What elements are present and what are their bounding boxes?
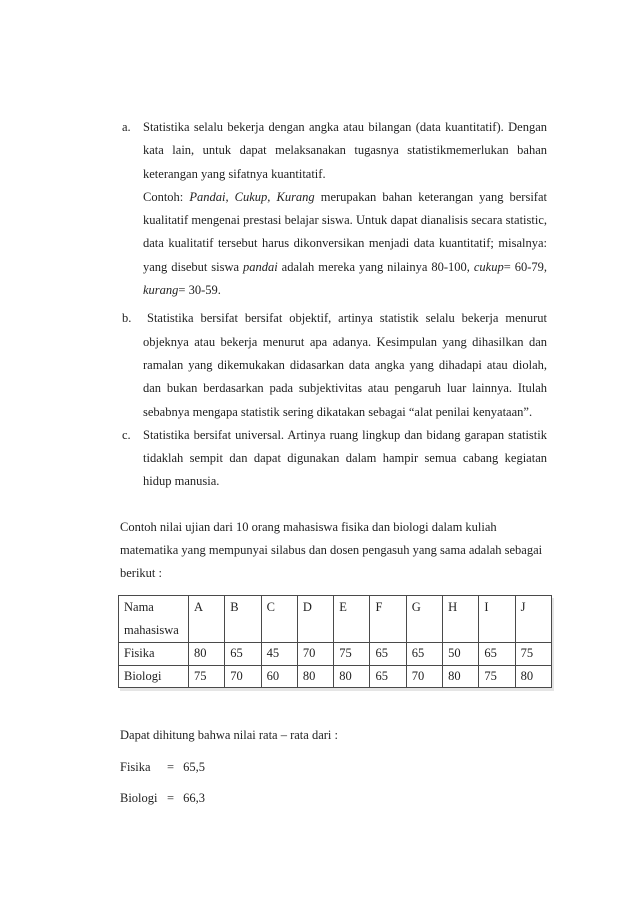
contoh-prefix: Contoh:	[143, 189, 190, 204]
italic-term-cukup: cukup	[473, 259, 504, 274]
table-cell: 80	[443, 665, 479, 688]
list-marker-b: b.	[122, 311, 132, 326]
paragraph-a-1: Statistika selalu bekerja dengan angka atau bilangan (data kuantitatif). Dengan kata lain, untuk dapat melaksanakan tugasnya statistikmemerlukan bahan keterangan yang sifatnya kuantitatif.	[143, 120, 547, 181]
table-cell: 70	[225, 665, 261, 688]
row-label-fisika: Fisika	[119, 643, 189, 666]
table-cell: 65	[479, 643, 515, 666]
list-marker-a: a.	[122, 120, 131, 134]
table-header-cell: A	[189, 595, 225, 643]
mean-value-fisika: 65,5	[183, 759, 205, 774]
table-cell: 75	[189, 665, 225, 688]
table-header-cell: F	[370, 595, 406, 643]
list-item-a-text	[143, 116, 547, 302]
scores-table	[118, 595, 552, 689]
mean-row-fisika	[120, 756, 547, 779]
table-cell: 45	[261, 643, 297, 666]
table-row-fisika	[119, 643, 552, 666]
table-cell: 65	[370, 665, 406, 688]
contoh-text-1: merupakan bahan keterangan yang bersifat kualitatif mengenai prestasi belajar siswa. Untuk dapat dianalisis secara statistic, data kualitatif tersebut harus dikonversikan menjadi data kuantitatif; misalnya: yang disebut siswa	[143, 189, 547, 274]
table-cell: 80	[189, 643, 225, 666]
list-item-b	[120, 307, 547, 423]
table-header-row	[119, 595, 552, 643]
table-header-cell: I	[479, 595, 515, 643]
table-header-cell: G	[406, 595, 442, 643]
contoh-text-4: = 30-59.	[178, 283, 221, 298]
table-cell: 70	[297, 643, 333, 666]
table-cell: 70	[406, 665, 442, 688]
table-row-biologi	[119, 665, 552, 688]
page-content	[120, 116, 547, 810]
mean-value-biologi: 66,3	[183, 790, 205, 805]
list-item-c	[120, 424, 547, 494]
list-item-a	[120, 116, 547, 302]
table-header-name: Nama mahasiswa	[119, 595, 189, 643]
table-header-cell: H	[443, 595, 479, 643]
table-cell: 80	[515, 665, 551, 688]
table-cell: 50	[443, 643, 479, 666]
table-header-cell: B	[225, 595, 261, 643]
paragraph-a-2	[143, 186, 547, 302]
table-cell: 80	[334, 665, 370, 688]
table-cell: 80	[297, 665, 333, 688]
table-cell: 60	[261, 665, 297, 688]
means-caption: Dapat dihitung bahwa nilai rata – rata dari :	[120, 728, 338, 743]
italic-term-kurang: kurang	[143, 283, 179, 298]
mean-label-fisika: Fisika	[120, 759, 151, 774]
table-cell: 75	[479, 665, 515, 688]
table-cell: 75	[515, 643, 551, 666]
paragraph-b: Statistika bersifat bersifat objektif, artinya statistik selalu bekerja menurut objeknya atau bekerja menurut apa adanya. Kesimpulan yang dihasilkan dan ramalan yang dikemukakan didasarkan data angka yang dihadapi atau diolah, dan bukan berdasarkan pada subjektivitas atau pengaruh luar lainnya. Itulah sebabnya mengapa statistik sering dikatakan sebagai “alat penilai kenyataan”.	[143, 311, 547, 419]
table-cell: 75	[334, 643, 370, 666]
mean-equals-biologi: =	[167, 790, 175, 805]
table-header-cell: J	[515, 595, 551, 643]
mean-row-biologi	[120, 787, 547, 810]
table-cell: 65	[225, 643, 261, 666]
table-header-cell: D	[297, 595, 333, 643]
row-label-biologi: Biologi	[119, 665, 189, 688]
list-marker-c: c.	[122, 427, 131, 442]
table-cell: 65	[370, 643, 406, 666]
contoh-text-2: adalah mereka yang nilainya 80-100,	[277, 259, 474, 274]
contoh-text-3: = 60-79,	[503, 259, 547, 274]
mean-equals-fisika: =	[167, 759, 175, 774]
italic-term-pandai: pandai	[243, 259, 278, 274]
intro-paragraph: Contoh nilai ujian dari 10 orang mahasiswa fisika dan biologi dalam kuliah matematika yang mempunyai silabus dan dosen pengasuh yang sama adalah sebagai berikut :	[120, 519, 543, 581]
table-header-cell: C	[261, 595, 297, 643]
italic-term-pandai-cukup-kurang: Pandai, Cukup, Kurang	[189, 189, 315, 204]
table-header-cell: E	[334, 595, 370, 643]
table-cell: 65	[406, 643, 442, 666]
mean-label-biologi: Biologi	[120, 790, 158, 805]
paragraph-c: Statistika bersifat universal. Artinya ruang lingkup dan bidang garapan statistik tidaklah sempit dan dapat digunakan dalam hampir semua cabang kegiatan hidup manusia.	[143, 427, 547, 489]
